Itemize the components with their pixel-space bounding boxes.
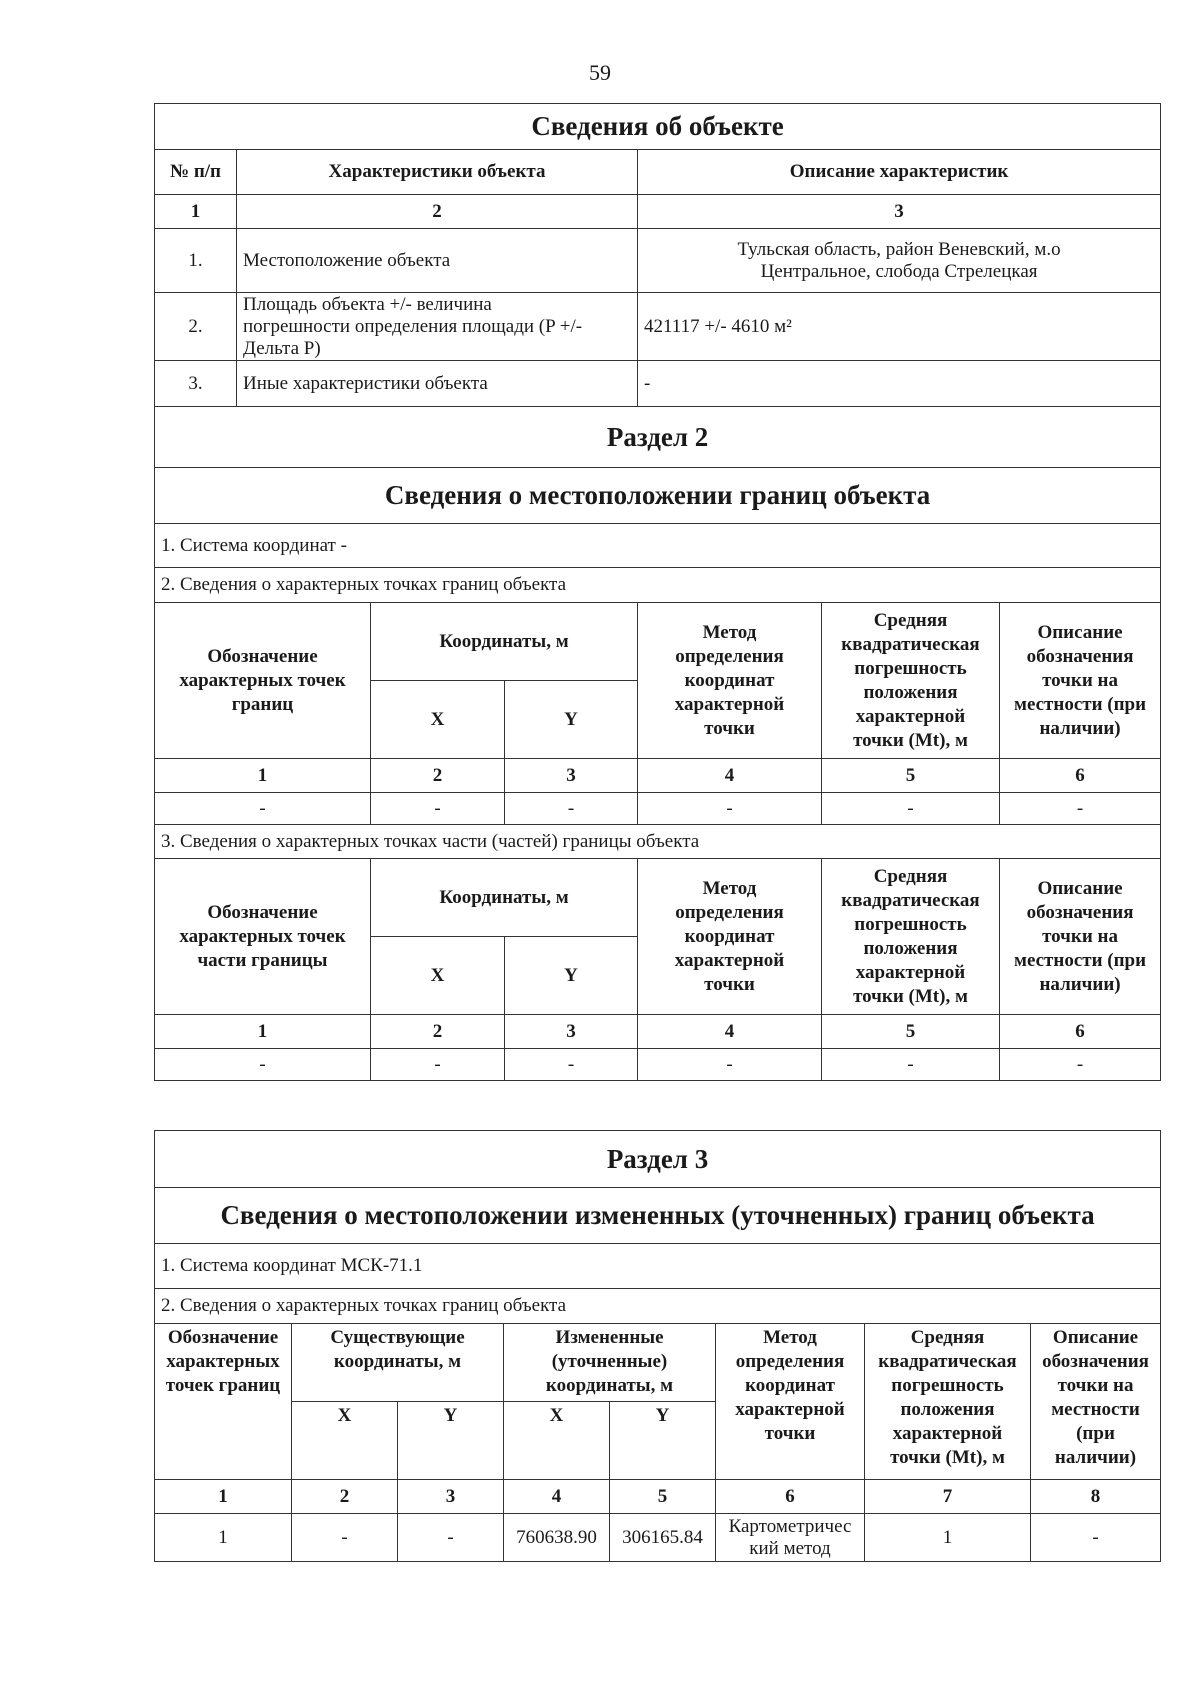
- hdr-line: точки: [704, 973, 755, 995]
- hdr-line: Измененные: [555, 1327, 664, 1348]
- header-num: № п/п: [155, 150, 237, 195]
- hdr-line: характерной: [892, 1423, 1003, 1444]
- section2-coord-system: 1. Система координат -: [155, 524, 1161, 568]
- t1-h-x: X: [371, 681, 505, 759]
- section3-table: [154, 1130, 1161, 1562]
- hdr-line: Средняя: [873, 609, 948, 631]
- hdr-line: определения: [675, 901, 784, 923]
- hdr-line: координат: [684, 669, 775, 691]
- hdr-line: наличии): [1054, 1447, 1137, 1468]
- hdr-line: Метод: [702, 877, 757, 899]
- page-number: 59: [589, 60, 611, 85]
- index-cell: 5: [610, 1480, 716, 1514]
- hdr-line: характерной: [674, 949, 785, 971]
- header-description: Описание характеристик: [638, 150, 1161, 195]
- hdr-line: точки на: [1057, 1375, 1134, 1396]
- data-cell: -: [638, 1049, 822, 1081]
- error-cell: 1: [865, 1514, 1031, 1562]
- hdr-line: наличии): [1039, 717, 1121, 739]
- t3-h-y1: Y: [398, 1402, 504, 1480]
- hdr-line: характерных точек: [179, 925, 346, 947]
- method-line: Картометричес: [728, 1515, 852, 1537]
- hdr-line: определения: [675, 645, 784, 667]
- section2-points-label: 2. Сведения о характерных точках границ объекта: [155, 568, 1161, 603]
- hdr-line: Средняя: [910, 1327, 985, 1348]
- hdr-line: погрешность: [854, 913, 967, 935]
- data-cell: -: [822, 1049, 1000, 1081]
- t2-h-x: X: [371, 937, 505, 1015]
- hdr-line: погрешность: [854, 657, 967, 679]
- hdr-line: границ: [231, 693, 294, 715]
- hdr-line: характерной: [735, 1399, 845, 1420]
- t1-h-method: [638, 603, 822, 759]
- row-desc: -: [638, 361, 1161, 407]
- t3-h-error: [865, 1324, 1031, 1480]
- t1-h-y: Y: [505, 681, 638, 759]
- data-cell: -: [371, 1049, 505, 1081]
- hdr-line: (уточненные): [551, 1351, 668, 1372]
- row-desc-line: Центральное, слобода Стрелецкая: [760, 260, 1038, 282]
- t2-h-coords: Координаты, м: [371, 859, 638, 937]
- hdr-line: квадратическая: [841, 889, 980, 911]
- section2-title: Раздел 2: [155, 407, 1161, 468]
- hdr-line: местности (при: [1014, 693, 1147, 715]
- hdr-line: квадратическая: [841, 633, 980, 655]
- hdr-line: точки: [704, 717, 755, 739]
- index-cell: 2: [371, 759, 505, 793]
- index-cell: 1: [155, 759, 371, 793]
- hdr-line: определения: [735, 1351, 845, 1372]
- existing-y: -: [398, 1514, 504, 1562]
- hdr-line: наличии): [1039, 973, 1121, 995]
- hdr-line: характерной: [674, 693, 785, 715]
- index-cell: 1: [155, 1480, 292, 1514]
- t3-h-y2: Y: [610, 1402, 716, 1480]
- changed-x: 760638.90: [504, 1514, 610, 1562]
- data-cell: -: [1000, 1049, 1161, 1081]
- section3-points-label: 2. Сведения о характерных точках границ объекта: [155, 1289, 1161, 1324]
- hdr-line: (при: [1076, 1423, 1115, 1444]
- hdr-line: точки: [764, 1423, 816, 1444]
- hdr-line: точки на: [1042, 669, 1118, 691]
- section2-subtitle: Сведения о местоположении границ объекта: [155, 468, 1161, 524]
- hdr-line: точки (Mt), м: [853, 729, 968, 751]
- index-cell: 2: [237, 195, 638, 229]
- hdr-line: квадратическая: [878, 1351, 1017, 1372]
- index-cell: 6: [716, 1480, 865, 1514]
- index-cell: 7: [865, 1480, 1031, 1514]
- hdr-line: характерной: [855, 705, 966, 727]
- changed-y: 306165.84: [610, 1514, 716, 1562]
- section3-coord-system: 1. Система координат МСК-71.1: [155, 1244, 1161, 1289]
- index-cell: 5: [822, 759, 1000, 793]
- t2-h-method: [638, 859, 822, 1015]
- hdr-line: местности: [1051, 1399, 1140, 1420]
- method-line: кий метод: [749, 1537, 831, 1559]
- data-cell: -: [638, 793, 822, 825]
- data-cell: -: [505, 1049, 638, 1081]
- row-num: 3.: [155, 361, 237, 407]
- index-cell: 6: [1000, 759, 1161, 793]
- data-cell: -: [822, 793, 1000, 825]
- hdr-line: точки (Mt), м: [853, 985, 968, 1007]
- hdr-line: обозначения: [1026, 901, 1134, 923]
- hdr-line: Обозначение: [207, 645, 318, 667]
- row-num: 1.: [155, 229, 237, 293]
- section3-subtitle: Сведения о местоположении измененных (уточненных) границ объекта: [155, 1188, 1161, 1244]
- hdr-line: координат: [745, 1375, 835, 1396]
- hdr-line: Метод: [702, 621, 757, 643]
- hdr-line: положения: [900, 1399, 995, 1420]
- object-info-title: Сведения об объекте: [155, 104, 1161, 150]
- data-cell: -: [155, 1049, 371, 1081]
- hdr-line: части границы: [197, 949, 328, 971]
- data-cell: -: [1000, 793, 1161, 825]
- row-name: Иные характеристики объекта: [237, 361, 638, 407]
- row-num: 2.: [155, 293, 237, 361]
- index-cell: 4: [638, 1015, 822, 1049]
- index-cell: 2: [371, 1015, 505, 1049]
- index-cell: 4: [638, 759, 822, 793]
- section2-parts-label: 3. Сведения о характерных точках части (частей) границы объекта: [155, 825, 1161, 859]
- hdr-line: Обозначение: [167, 1327, 279, 1348]
- hdr-line: Существующие: [330, 1327, 465, 1348]
- index-cell: 6: [1000, 1015, 1161, 1049]
- hdr-line: обозначения: [1026, 645, 1134, 667]
- index-cell: 3: [398, 1480, 504, 1514]
- method-cell: [716, 1514, 865, 1562]
- header-characteristics: Характеристики объекта: [237, 150, 638, 195]
- hdr-line: обозначения: [1042, 1351, 1149, 1372]
- desc-cell: -: [1031, 1514, 1161, 1562]
- data-cell: -: [155, 793, 371, 825]
- hdr-line: характерных: [166, 1351, 280, 1372]
- index-cell: 8: [1031, 1480, 1161, 1514]
- hdr-line: характерных точек: [179, 669, 346, 691]
- row-desc-line: Тульская область, район Веневский, м.о: [737, 238, 1061, 260]
- hdr-line: Описание: [1052, 1327, 1139, 1348]
- index-cell: 3: [505, 759, 638, 793]
- hdr-line: координат: [684, 925, 775, 947]
- t1-h-desc: [1000, 603, 1161, 759]
- section3-title: Раздел 3: [155, 1131, 1161, 1188]
- hdr-line: Описание: [1037, 621, 1123, 643]
- t3-h-designation: [155, 1324, 292, 1480]
- t1-h-coords: Координаты, м: [371, 603, 638, 681]
- row-name: [237, 293, 638, 361]
- point-designation: 1: [155, 1514, 292, 1562]
- hdr-line: Описание: [1037, 877, 1123, 899]
- hdr-line: положения: [863, 937, 958, 959]
- t1-h-error: [822, 603, 1000, 759]
- index-cell: 4: [504, 1480, 610, 1514]
- hdr-line: характерной: [855, 961, 966, 983]
- t1-h-designation: [155, 603, 371, 759]
- hdr-line: координаты, м: [545, 1375, 674, 1396]
- t3-h-changed: [504, 1324, 716, 1402]
- index-cell: 5: [822, 1015, 1000, 1049]
- hdr-line: точки (Mt), м: [890, 1447, 1005, 1468]
- row-name: Местоположение объекта: [237, 229, 638, 293]
- hdr-line: Обозначение: [207, 901, 318, 923]
- t2-h-y: Y: [505, 937, 638, 1015]
- hdr-line: погрешность: [891, 1375, 1004, 1396]
- t2-h-desc: [1000, 859, 1161, 1015]
- hdr-line: точки на: [1042, 925, 1118, 947]
- hdr-line: Средняя: [873, 865, 948, 887]
- t2-h-designation: [155, 859, 371, 1015]
- hdr-line: Метод: [763, 1327, 817, 1348]
- row-desc: [638, 229, 1161, 293]
- data-cell: -: [505, 793, 638, 825]
- index-cell: 2: [292, 1480, 398, 1514]
- index-cell: 3: [505, 1015, 638, 1049]
- row-desc: 421117 +/- 4610 м²: [638, 293, 1161, 361]
- t2-h-error: [822, 859, 1000, 1015]
- index-cell: 3: [638, 195, 1161, 229]
- t3-h-x2: X: [504, 1402, 610, 1480]
- hdr-line: местности (при: [1014, 949, 1147, 971]
- t3-h-existing: [292, 1324, 504, 1402]
- hdr-line: координаты, м: [333, 1351, 462, 1372]
- hdr-line: положения: [863, 681, 958, 703]
- hdr-line: точек границ: [165, 1375, 281, 1396]
- index-cell: 1: [155, 1015, 371, 1049]
- existing-x: -: [292, 1514, 398, 1562]
- data-cell: -: [371, 793, 505, 825]
- row-name-line: Площадь объекта +/- величина: [243, 293, 492, 315]
- t3-h-x1: X: [292, 1402, 398, 1480]
- object-info-table: [154, 103, 1161, 1081]
- index-cell: 1: [155, 195, 237, 229]
- t3-h-desc: [1031, 1324, 1161, 1480]
- row-name-line: погрешности определения площади (P +/- Дельта P): [243, 315, 583, 359]
- t3-h-method: [716, 1324, 865, 1480]
